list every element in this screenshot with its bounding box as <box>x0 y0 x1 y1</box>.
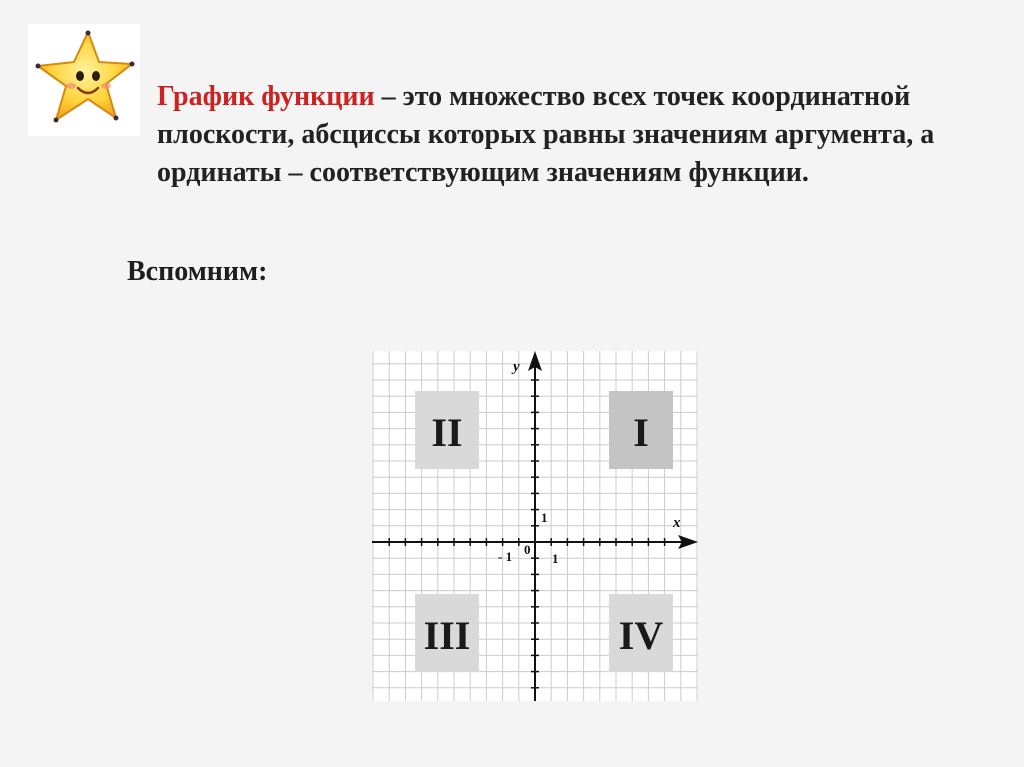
quadrant-fourth-label: IV <box>618 613 664 658</box>
x-axis-label: x <box>673 515 681 531</box>
definition-term: График функции <box>157 81 375 112</box>
remember-heading: Вспомним: <box>127 256 268 287</box>
quadrant-first-label: I <box>633 410 649 455</box>
function-graph-definition <box>157 78 1017 192</box>
coordinate-plane <box>372 351 698 701</box>
smiling-star-icon <box>28 24 140 136</box>
origin-label: 0 <box>524 542 531 557</box>
y-axis-label: y <box>513 359 520 375</box>
x-negative-unit-label: - 1 <box>498 549 513 564</box>
y-unit-label: 1 <box>541 510 548 525</box>
quadrant-third-label: III <box>423 613 471 658</box>
quadrant-second-label: II <box>431 410 463 455</box>
star-icon-container <box>28 24 140 136</box>
x-unit-label: 1 <box>552 551 559 566</box>
definition-text: – это множество всех точек координатной плоскости, абсциссы которых равны значениям аргумента, а ординаты – соответствующим значениям функции. <box>157 81 935 188</box>
